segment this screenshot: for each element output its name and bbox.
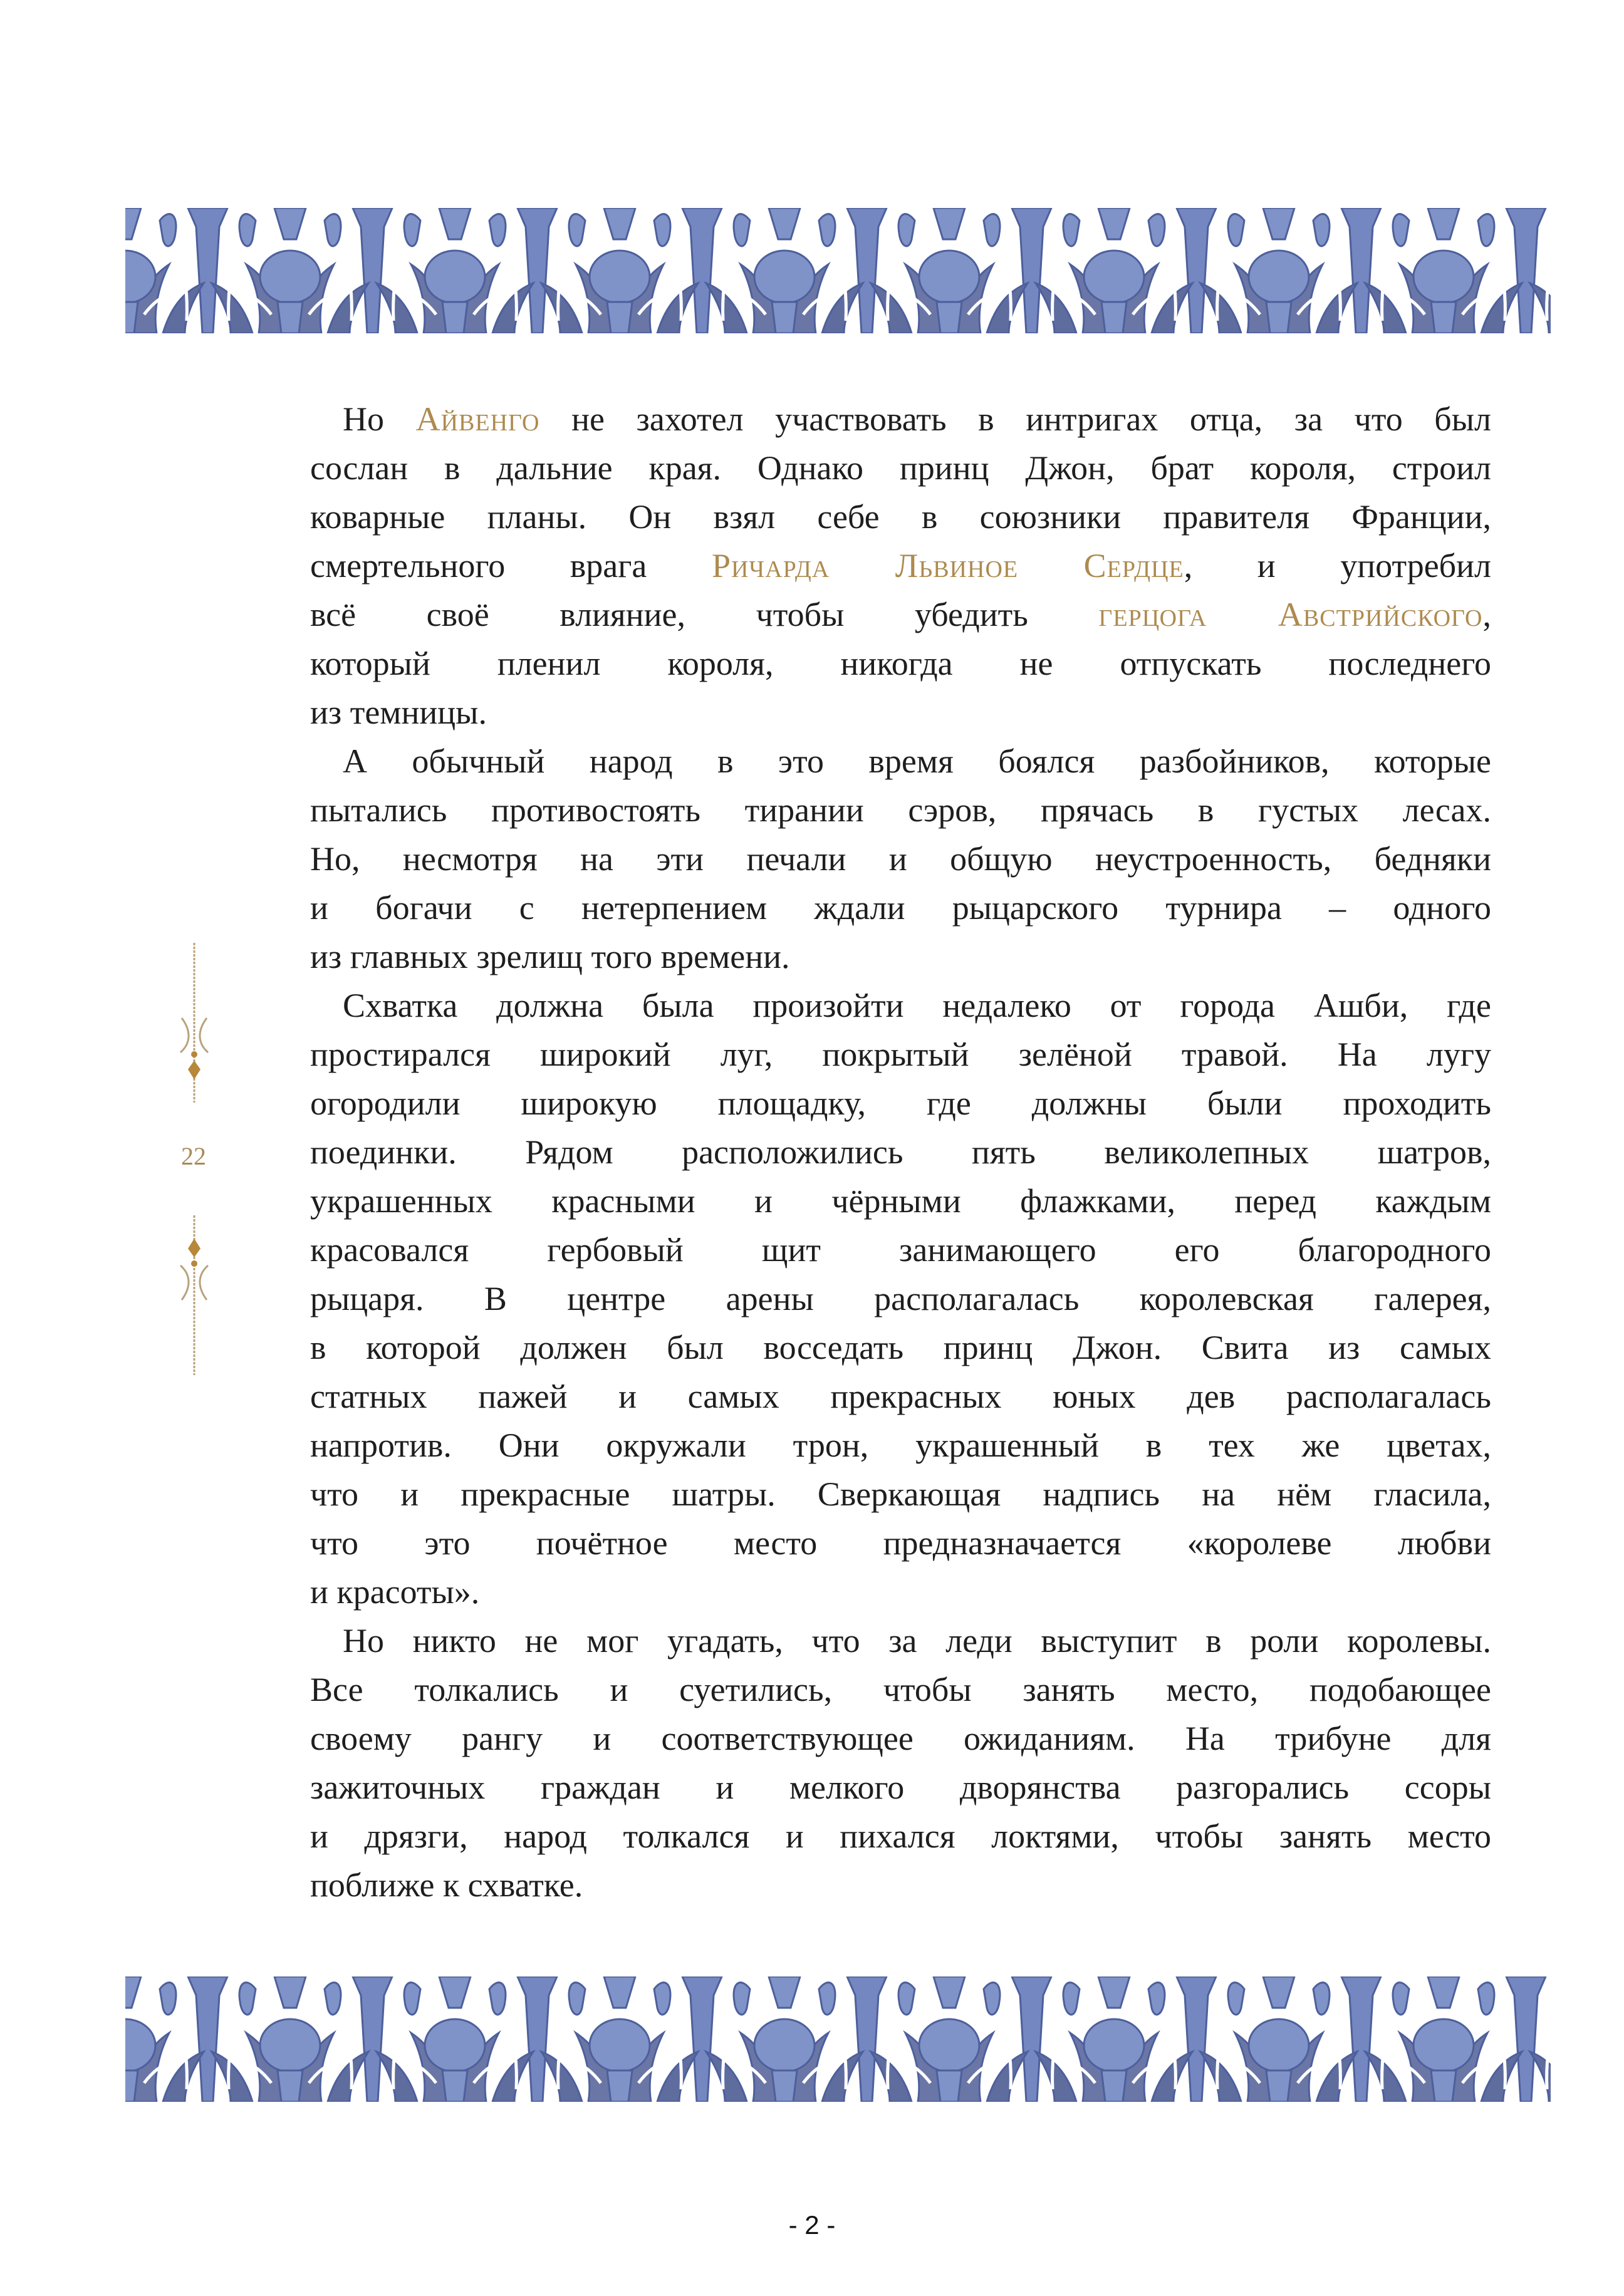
highlighted-name: Айвенго bbox=[415, 400, 540, 438]
text-segment: что это почётное место предназначается «королеве любви bbox=[310, 1524, 1491, 1562]
text-line bbox=[310, 492, 1491, 541]
text-segment: поближе к схватке. bbox=[310, 1866, 583, 1904]
ornamental-border-bottom bbox=[125, 1977, 1551, 2102]
text-segment: Схватка должна была произойти недалеко от города Ашби, где bbox=[343, 987, 1491, 1024]
text-line bbox=[310, 1079, 1491, 1128]
text-segment: всё своё влияние, чтобы убедить bbox=[310, 596, 1099, 633]
text-segment: сослан в дальние края. Однако принц Джон, брат короля, строил bbox=[310, 449, 1491, 487]
text-segment: коварные планы. Он взял себе в союзники правителя Франции, bbox=[310, 498, 1491, 536]
text-segment: Но bbox=[343, 400, 416, 438]
text-line bbox=[310, 1616, 1491, 1665]
text-segment: , bbox=[1482, 596, 1492, 633]
text-line bbox=[310, 444, 1491, 492]
text-segment: рыцаря. В центре арены располагалась королевская галерея, bbox=[310, 1280, 1491, 1317]
text-line bbox=[310, 932, 1491, 981]
text-segment: Но никто не мог угадать, что за леди выступит в роли королевы. bbox=[343, 1622, 1491, 1660]
text-line bbox=[310, 1861, 1491, 1909]
text-line bbox=[310, 1567, 1491, 1616]
text-line bbox=[310, 688, 1491, 737]
ornamental-border-top bbox=[125, 208, 1551, 333]
page-number-footer: - 2 - bbox=[788, 2210, 836, 2240]
text-line bbox=[310, 1177, 1491, 1225]
text-line bbox=[310, 1323, 1491, 1372]
text-line bbox=[310, 590, 1491, 639]
text-line bbox=[310, 1225, 1491, 1274]
text-line bbox=[310, 1763, 1491, 1812]
text-line bbox=[310, 639, 1491, 688]
text-segment: поединки. Рядом расположились пять великолепных шатров, bbox=[310, 1133, 1491, 1171]
text-line bbox=[310, 737, 1491, 786]
text-line bbox=[310, 981, 1491, 1030]
text-segment: не захотел участвовать в интригах отца, за что был bbox=[539, 400, 1491, 438]
text-segment: огородили широкую площадку, где должны были проходить bbox=[310, 1084, 1491, 1122]
text-segment: в которой должен был восседать принц Джон. Свита из самых bbox=[310, 1329, 1491, 1366]
text-segment: который пленил короля, никогда не отпускать последнего bbox=[310, 645, 1491, 682]
body-text bbox=[310, 395, 1491, 1909]
text-segment: простирался широкий луг, покрытый зелёной травой. На лугу bbox=[310, 1036, 1491, 1073]
text-segment: Все толкались и суетились, чтобы занять место, подобающее bbox=[310, 1671, 1491, 1708]
text-line bbox=[310, 883, 1491, 932]
text-segment: А обычный народ в это время боялся разбойников, которые bbox=[343, 742, 1491, 780]
text-segment: что и прекрасные шатры. Сверкающая надпись на нём гласила, bbox=[310, 1475, 1491, 1513]
text-segment: и дрязги, народ толкался и пихался локтями, чтобы занять место bbox=[310, 1817, 1491, 1855]
text-segment: смертельного врага bbox=[310, 547, 712, 584]
text-segment: , и употребил bbox=[1184, 547, 1492, 584]
text-line bbox=[310, 1714, 1491, 1763]
text-line bbox=[310, 395, 1491, 444]
text-line bbox=[310, 1128, 1491, 1177]
text-segment: и богачи с нетерпением ждали рыцарского турнира – одного bbox=[310, 889, 1491, 927]
text-line bbox=[310, 1470, 1491, 1519]
text-line bbox=[310, 541, 1491, 590]
text-segment: пытались противостоять тирании сэров, прячась в густых лесах. bbox=[310, 791, 1491, 829]
text-segment: из главных зрелищ того времени. bbox=[310, 938, 790, 975]
highlighted-name: Ричарда Львиное Сердце bbox=[711, 547, 1184, 584]
text-segment: и красоты». bbox=[310, 1573, 480, 1611]
highlighted-name: герцога Австрийского bbox=[1098, 596, 1483, 633]
text-line bbox=[310, 1274, 1491, 1323]
text-line bbox=[310, 1812, 1491, 1861]
text-segment: красовался гербовый щит занимающего его благородного bbox=[310, 1231, 1491, 1269]
text-segment: зажиточных граждан и мелкого дворянства разгорались ссоры bbox=[310, 1769, 1491, 1806]
text-segment: статных пажей и самых прекрасных юных дев располагалась bbox=[310, 1378, 1491, 1415]
text-segment: напротив. Они окружали трон, украшенный в тех же цветах, bbox=[310, 1426, 1491, 1464]
text-segment: Но, несмотря на эти печали и общую неустроенность, бедняки bbox=[310, 840, 1491, 878]
text-line bbox=[310, 834, 1491, 883]
text-line bbox=[310, 786, 1491, 834]
text-segment: украшенных красными и чёрными флажками, перед каждым bbox=[310, 1182, 1491, 1220]
text-segment: своему рангу и соответствующее ожиданиям. На трибуне для bbox=[310, 1720, 1491, 1757]
text-line bbox=[310, 1372, 1491, 1421]
page-number-side: 22 bbox=[181, 1142, 206, 1170]
text-line bbox=[310, 1421, 1491, 1470]
text-segment: из темницы. bbox=[310, 693, 487, 731]
text-line bbox=[310, 1030, 1491, 1079]
text-line bbox=[310, 1665, 1491, 1714]
text-line bbox=[310, 1519, 1491, 1567]
